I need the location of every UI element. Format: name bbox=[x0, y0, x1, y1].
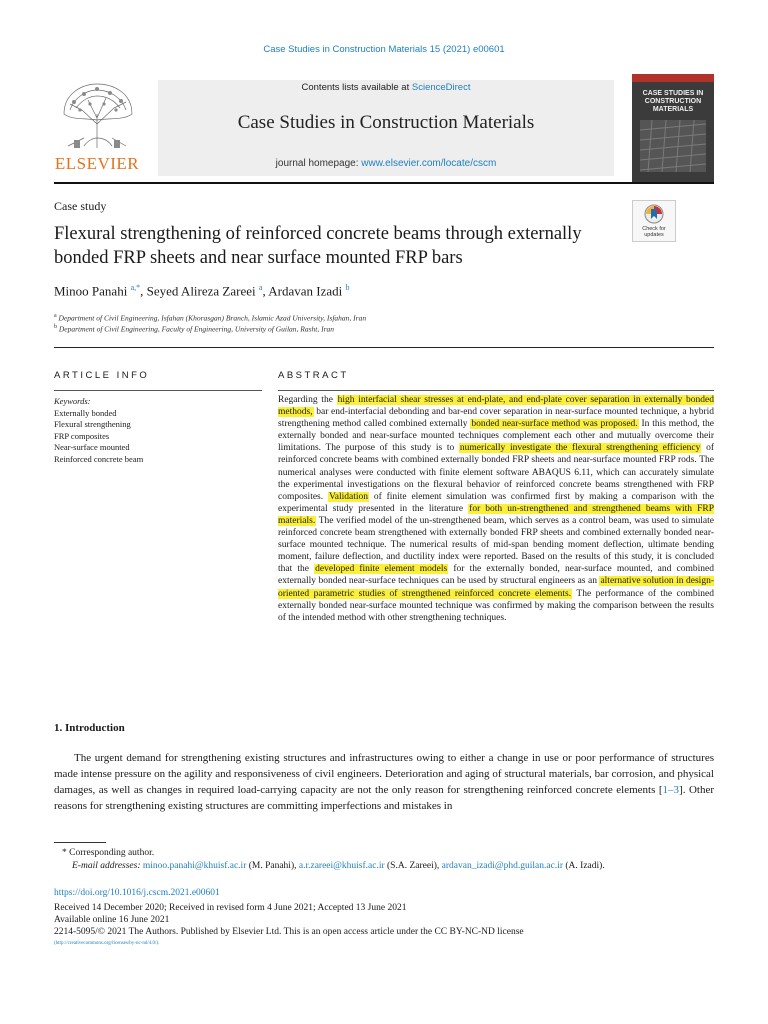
front-matter-divider bbox=[54, 347, 714, 348]
abstract-segment: The performance of the combined externally bonded near-surface mounted technique was confirmed by making the comparison between the results of the intended method with other strengthening techniques. bbox=[278, 588, 715, 623]
keyword: Externally bonded bbox=[54, 407, 117, 418]
keyword: FRP composites bbox=[54, 430, 110, 441]
homepage-line bbox=[158, 158, 614, 169]
crossmark-icon bbox=[644, 204, 664, 224]
journal-title: Case Studies in Construction Materials bbox=[237, 112, 535, 133]
author-name: Minoo Panahi bbox=[54, 283, 128, 299]
abstract-segment: Regarding the bbox=[278, 395, 337, 405]
article-dates bbox=[54, 902, 406, 927]
keywords-list bbox=[54, 396, 262, 466]
keywords-label: Keywords: bbox=[54, 396, 91, 406]
received-dates: Received 14 December 2020; Received in revised form 4 June 2021; Accepted 13 June 2021 bbox=[54, 903, 407, 913]
article-info-heading: ARTICLE INFO bbox=[54, 370, 150, 381]
affiliation bbox=[54, 324, 334, 334]
contents-prefix: Contents lists available at bbox=[301, 82, 412, 93]
author-affiliation-link[interactable]: a bbox=[258, 283, 263, 292]
affiliation bbox=[54, 313, 366, 323]
doi-link[interactable]: https://doi.org/10.1016/j.cscm.2021.e00601 bbox=[54, 888, 220, 898]
elsevier-tree-icon bbox=[54, 80, 140, 150]
contents-line bbox=[158, 82, 614, 93]
email-link[interactable]: ardavan_izadi@phd.guilan.ac.ir bbox=[441, 861, 564, 871]
keyword: Near-surface mounted bbox=[54, 442, 130, 453]
email-link[interactable]: minoo.panahi@khuisf.ac.ir bbox=[142, 861, 247, 871]
license-link[interactable]: (http://creativecommons.org/licenses/by-nc-nd/4.0/). bbox=[54, 941, 160, 946]
author-affiliation-link[interactable]: a,* bbox=[130, 283, 141, 292]
citation-link[interactable]: 1–3 bbox=[662, 784, 680, 796]
email-owner: (A. Izadi). bbox=[563, 861, 605, 871]
abstract-segment: of reinforced concrete beams with combined externally bonded FRP sheets and near-surface mounted FRP rods. The numerical analyses were conducted with finite element software ABAQUS 6.11, which can accurately simulate the experimental investigations on the flexural behavior of reinforced concrete beams strengthened with FRP composites. bbox=[278, 443, 714, 502]
journal-reference[interactable]: Case Studies in Construction Materials 15 (2021) e00601 bbox=[263, 44, 505, 55]
elsevier-logo[interactable] bbox=[54, 80, 140, 176]
homepage-link[interactable]: www.elsevier.com/locate/cscm bbox=[361, 158, 497, 169]
article-type: Case study bbox=[54, 199, 107, 213]
sciencedirect-link[interactable]: ScienceDirect bbox=[411, 82, 471, 93]
keyword: Reinforced concrete beam bbox=[54, 453, 144, 464]
abstract-segment: In this method, the externally bonded and near-surface mounted techniques complement each other and mutually overcome their limitations. The purpose of this study is to bbox=[278, 419, 714, 454]
abstract-highlight: for both un-strengthened and strengthened beams with FRP materials. bbox=[278, 503, 714, 526]
introduction-text: The urgent demand for strengthening existing structures and infrastructures owing to either a change in use or poor performance of structures made intense pressure on the agility and responsiveness of civil engineers. Deterioration and aging of structural materials, bar corrosion, and physical damages, as well as changes in required load-carrying capacity are not the only reason for strengthening reinforced concrete elements [ bbox=[54, 752, 714, 796]
abstract-highlight: bonded near-surface method was proposed. bbox=[471, 419, 638, 430]
abstract-heading: ABSTRACT bbox=[278, 370, 349, 381]
abstract-segment: of finite element simulation was confirmed first by making a comparison with the experimental study presented in the literature bbox=[278, 491, 714, 514]
article-info-divider bbox=[54, 390, 262, 391]
email-link[interactable]: a.r.zareei@khuisf.ac.ir bbox=[298, 861, 385, 871]
email-addresses bbox=[54, 860, 732, 872]
abstract-highlight: high interfacial shear stresses at end-plate, and end-plate cover separation in externally bonded methods, bbox=[278, 395, 714, 418]
available-date: Available online 16 June 2021 bbox=[54, 915, 170, 926]
journal-cover-image[interactable] bbox=[632, 74, 714, 182]
keyword: Flexural strengthening bbox=[54, 419, 131, 430]
license-statement: 2214-5095/© 2021 The Authors. Published by Elsevier Ltd. This is an open access article under the CC BY-NC-ND license bbox=[54, 927, 524, 937]
author-affiliation-link[interactable]: b bbox=[345, 283, 350, 292]
publisher-name: ELSEVIER bbox=[54, 154, 140, 173]
abstract-highlight: Validation bbox=[328, 491, 369, 502]
abstract-highlight: developed finite element models bbox=[315, 564, 448, 575]
author-name: Ardavan Izadi bbox=[268, 283, 343, 299]
email-label: E-mail addresses: bbox=[72, 861, 141, 871]
crossmark-label: Check for updates bbox=[642, 226, 666, 238]
email-owner: (S.A. Zareei), bbox=[384, 861, 442, 871]
affiliation-text: Department of Civil Engineering, Faculty of Engineering, University of Guilan, Rasht, Iran bbox=[58, 324, 335, 334]
author-list: Minoo Panahi $^{a,*}$, Seyed Alireza Zareei $^a$, Ardavan Izadi $^b$ bbox=[54, 283, 350, 299]
abstract-highlight: numerically investigate the flexural strengthening efficiency bbox=[459, 443, 701, 454]
introduction-heading: 1. Introduction bbox=[54, 722, 125, 734]
abstract-segment: The verified model of the un-strengthened beam, which serves as a control beam, was used to simulate reinforced concrete beam strengthened with externally bonded FRP sheets and combined externally bonded near-surface mounted technique. The numerical results of mid-span bending moment deflection, ultimate bending moment, failure deflection, and ductility index were reported. Based on the results of this study, it is concluded that the bbox=[278, 515, 714, 575]
corresponding-author-note: * Corresponding author. bbox=[62, 848, 155, 858]
article-title: Flexural strengthening of reinforced concrete beams through externally bonded FRP sheets and near surface mounted FRP bars bbox=[54, 224, 582, 268]
abstract-text bbox=[278, 394, 714, 624]
check-for-updates-button[interactable] bbox=[632, 200, 676, 242]
journal-banner bbox=[158, 80, 614, 176]
header-divider bbox=[54, 182, 714, 184]
introduction-text: ]. Other reasons for strengthening existing structures are committing imperfections and mistakes in bbox=[54, 784, 714, 812]
abstract-highlight: alternative solution in design-oriented parametric studies of strengthened reinforced concrete elements. bbox=[278, 576, 714, 599]
introduction-paragraph bbox=[54, 750, 714, 814]
footnote-divider bbox=[54, 842, 106, 843]
author-name: Seyed Alireza Zareei bbox=[146, 283, 256, 299]
abstract-segment: bar end-interfacial debonding and bar-end cover separation in near-surface mounted technique, a hybrid strengthening method called combined externally bbox=[278, 407, 714, 430]
cover-title: CASE STUDIES IN CONSTRUCTION MATERIALS bbox=[642, 90, 704, 113]
abstract-segment: for the externally bonded, near-surface mounted, and combined externally bonded near-surface techniques can be used by structural engineers as an bbox=[278, 564, 714, 587]
homepage-prefix: journal homepage: bbox=[275, 158, 362, 169]
affiliation-marker: a bbox=[54, 313, 57, 319]
abstract-divider bbox=[278, 390, 714, 391]
affiliation-text: Department of Civil Engineering, Isfahan (Khorasgan) Branch, Islamic Azad University, Isfahan, Iran bbox=[58, 313, 367, 323]
email-owner: (M. Panahi), bbox=[246, 861, 299, 871]
affiliation-marker: b bbox=[54, 324, 57, 330]
